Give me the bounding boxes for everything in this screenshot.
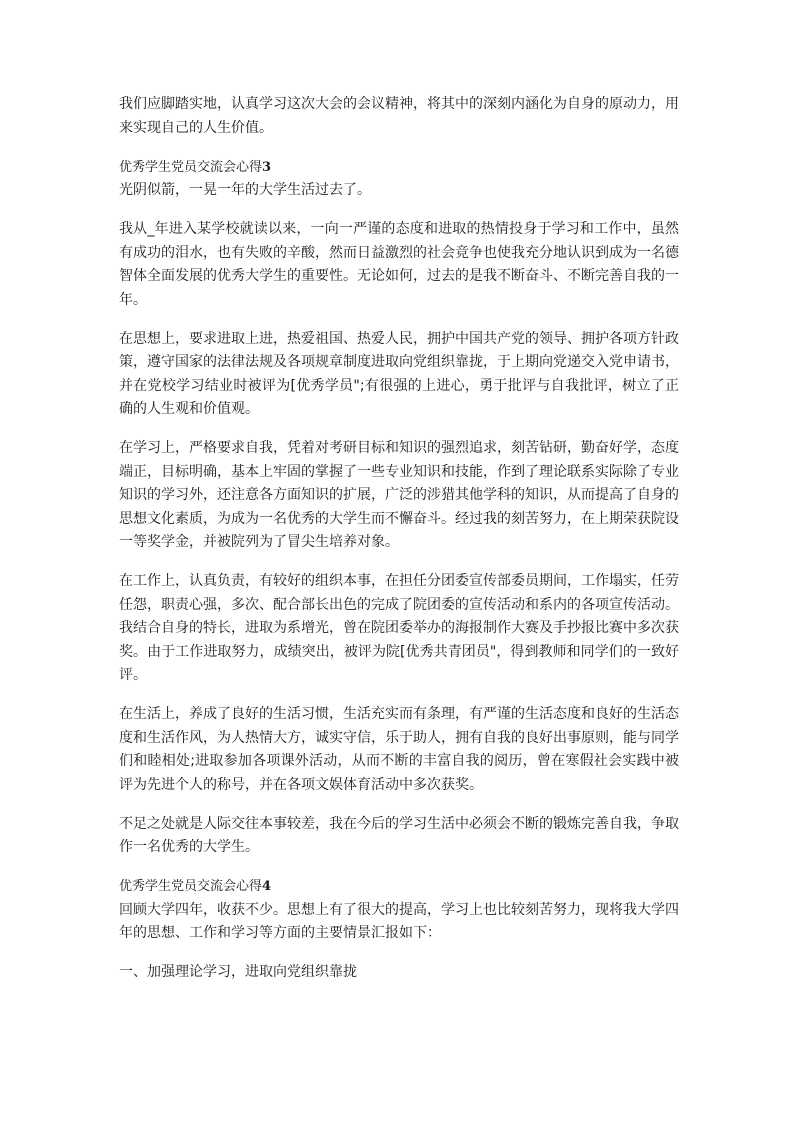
- paragraph-ideology: 在思想上，要求进取上进，热爱祖国、热爱人民，拥护中国共产党的领导、拥护各项方针政策，遵守国家的法律法规及各项规章制度进取向党组织靠拢，于上期向党递交入党申请书，并在党校学习结业时被评为[优秀学员";有很强的上进心，勇于批评与自我批评，树立了正确的人生观和价值观。: [119, 330, 679, 417]
- paragraph-subheading: 一、加强理论学习，进取向党组织靠拢: [119, 964, 357, 980]
- paragraph-study: 在学习上，严格要求自我，凭着对考研目标和知识的强烈追求，刻苦钻研，勤奋好学，态度端正，目标明确，基本上牢固的掌握了一些专业知识和技能，作到了理论联系实际除了专业知识的学习外，还注意各方面知识的扩展，广泛的涉猎其他学科的知识，从而提高了自身的思想文化素质，为成为一名优秀的大学生而不懈奋斗。经过我的刻苦努力，在上期荣获院设一等奖学金，并被院列为了冒尖生培养对象。: [119, 440, 679, 550]
- paragraph-intro: 我们应脚踏实地，认真学习这次大会的会议精神，将其中的深刻内涵化为自身的原动力，用来实现自己的人生价值。: [119, 96, 679, 136]
- heading-title: 优秀学生党员交流会心得: [119, 159, 263, 175]
- document-page: [119, 93, 679, 985]
- paragraph-shortcomings: 不足之处就是人际交往本事较差，我在今后的学习生活中必须会不断的锻炼完善自我，争取作一名优秀的大学生。: [119, 815, 679, 855]
- heading-number: 3: [262, 159, 272, 175]
- heading-number: 4: [262, 879, 272, 894]
- section-heading-3: [119, 156, 679, 180]
- heading-title: 优秀学生党员交流会心得: [119, 879, 263, 894]
- paragraph-work: 在工作上，认真负责，有较好的组织本事，在担任分团委宣传部委员期间，工作塌实，任劳任怨，职责心强，多次、配合部长出色的完成了院团委的宣传活动和系内的各项宣传活动。我结合自身的特长，进取为系增光，曾在院团委举办的海报制作大赛及手抄报比赛中多次获奖。由于工作进取努力，成绩突出，被评为院[优秀共青团员"，得到教师和同学们的一致好评。: [119, 573, 679, 683]
- paragraph-life: 在生活上，养成了良好的生活习惯，生活充实而有条理，有严谨的生活态度和良好的生活态度和生活作风，为人热情大方，诚实守信，乐于助人，拥有自我的良好出事原则，能与同学们和睦相处;进取参加各项课外活动，从而不断的丰富自我的阅历，曾在寒假社会实践中被评为先进个人的称号，并在各项文娱体育活动中多次获奖。: [119, 706, 679, 793]
- paragraph-opening: 光阴似箭，一晃一年的大学生活过去了。: [119, 182, 371, 198]
- paragraph-review: 回顾大学四年，收获不少。思想上有了很大的提高，学习上也比较刻苦努力，现将我大学四年的思想、工作和学习等方面的主要情景汇报如下：: [119, 901, 679, 941]
- section-heading-4: [119, 875, 679, 899]
- paragraph-overview: 我从_年进入某学校就读以来，一向一严谨的态度和进取的热情投身于学习和工作中，虽然有成功的泪水，也有失败的辛酸，然而日益激烈的社会竞争也使我充分地认识到成为一名德智体全面发展的优秀大学生的重要性。无论如何，过去的是我不断奋斗、不断完善自我的一年。: [119, 221, 679, 308]
